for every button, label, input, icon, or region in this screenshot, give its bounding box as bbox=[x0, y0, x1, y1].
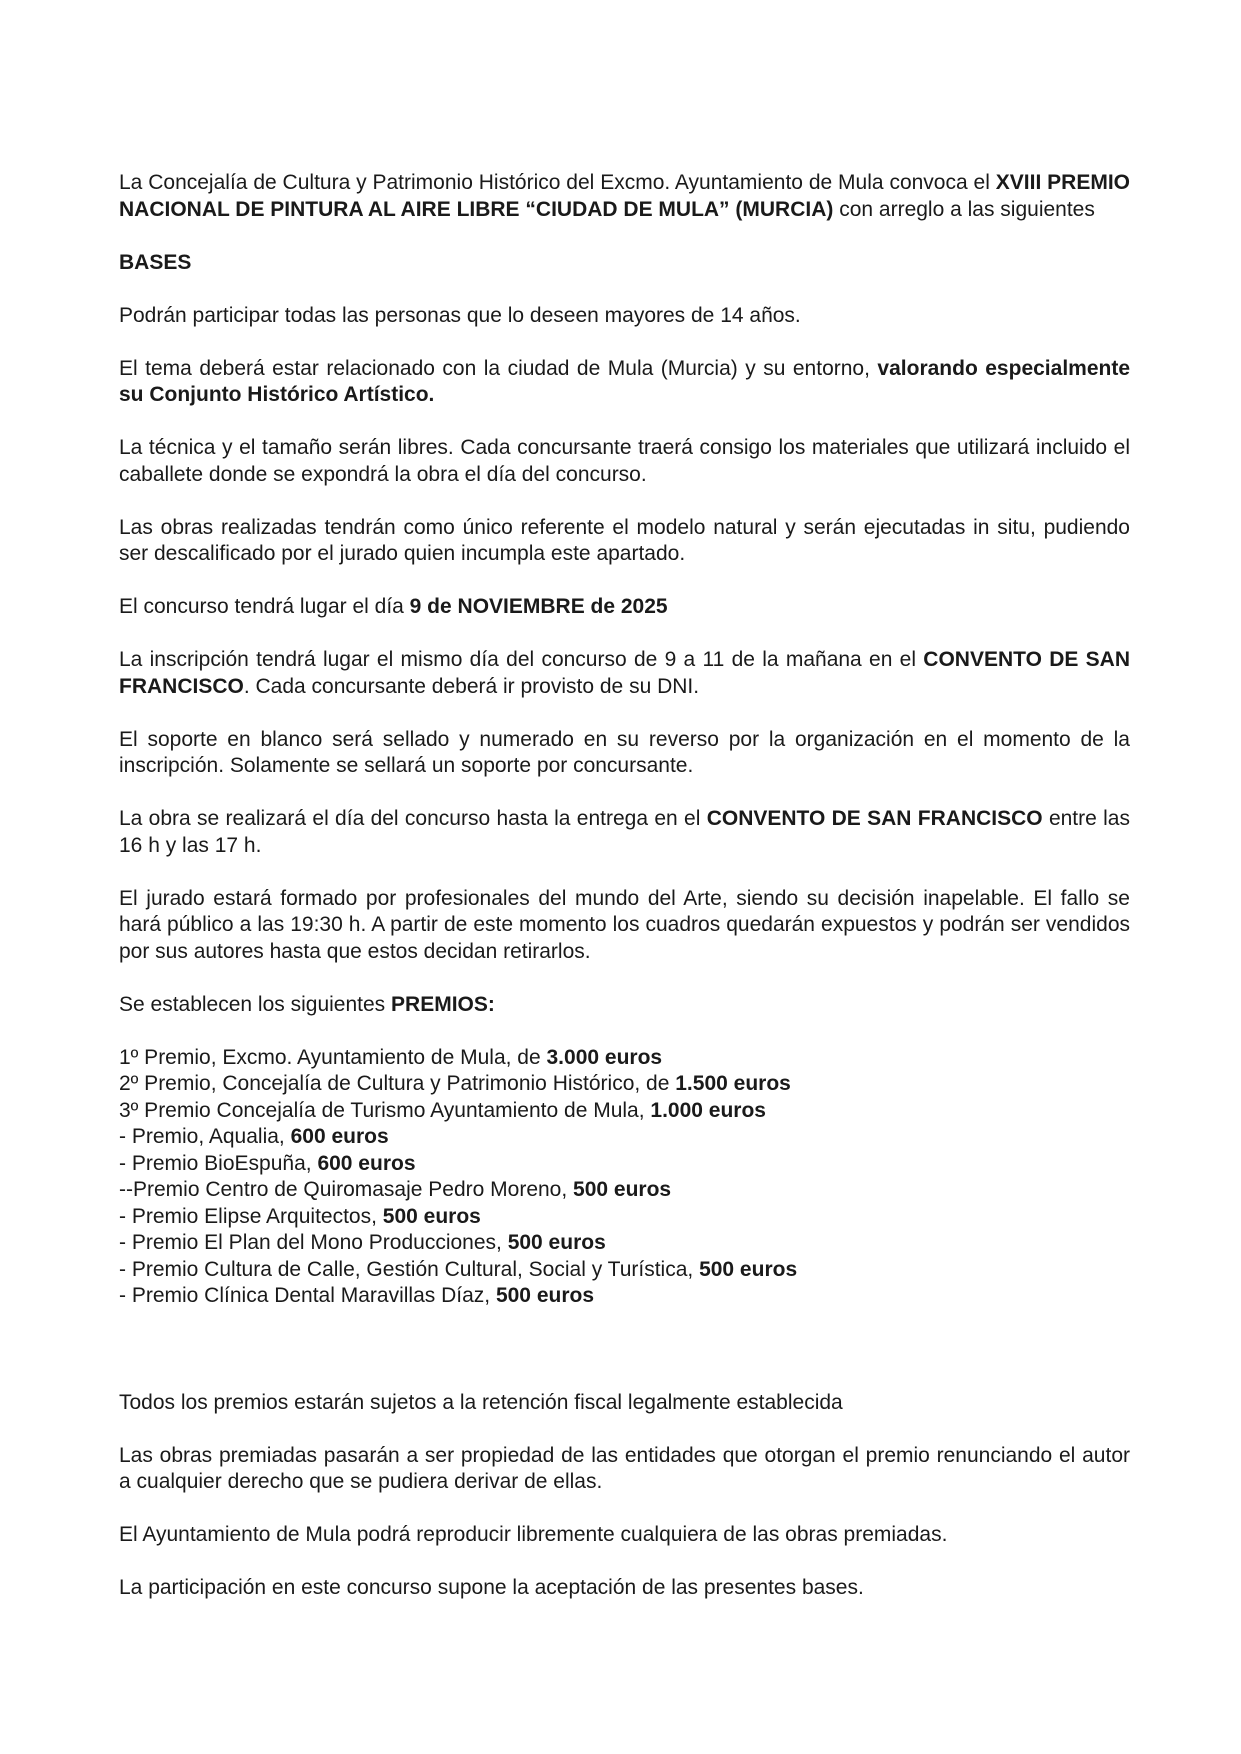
rule-in-situ: Las obras realizadas tendrán como único referente el modelo natural y serán ejecutadas in situ, pudiendo ser descalificado por el jurado quien incumpla este apartado. bbox=[119, 515, 1130, 565]
rule-technique: La técnica y el tamaño serán libres. Cada concursante traerá consigo los materiales que utilizará incluido el caballete donde se expondrá la obra el día del concurso. bbox=[119, 436, 1130, 486]
prize-item: - Premio, Aqualia, 600 euros bbox=[119, 1125, 389, 1148]
prize-item: - Premio BioEspuña, 600 euros bbox=[119, 1151, 416, 1175]
prize-item: 2º Premio, Concejalía de Cultura y Patrimonio Histórico, de 1.500 euros bbox=[119, 1072, 791, 1095]
prize-item: - Premio Cultura de Calle, Gestión Cultural, Social y Turística, 500 euros bbox=[119, 1257, 798, 1281]
prizes-intro: Se establecen los siguientes PREMIOS: bbox=[119, 992, 495, 1016]
prize-item: 1º Premio, Excmo. Ayuntamiento de Mula, de 3.000 euros bbox=[119, 1045, 663, 1069]
rule-registration: La inscripción tendrá lugar el mismo día del concurso de 9 a 11 de la mañana en el CONVENTO DE SAN FRANCISCO. Cada concursante deberá ir provisto de su DNI. bbox=[119, 648, 1130, 698]
prize-item: 3º Premio Concejalía de Turismo Ayuntamiento de Mula, 1.000 euros bbox=[119, 1098, 766, 1122]
rule-date: El concurso tendrá lugar el día 9 de NOVIEMBRE de 2025 bbox=[119, 595, 668, 618]
intro-paragraph: La Concejalía de Cultura y Patrimonio Histórico del Excmo. Ayuntamiento de Mula convoca el XVIII PREMIO NACIONAL DE PINTURA AL AIRE LIBRE “CIUDAD DE MULA” (MURCIA) con arreglo a las siguientes bbox=[119, 171, 1130, 221]
rule-participants: Podrán participar todas las personas que lo deseen mayores de 14 años. bbox=[119, 303, 801, 327]
rule-support: El soporte en blanco será sellado y numerado en su reverso por la organización en el momento de la inscripción. Solamente se sellará un soporte por concursante. bbox=[119, 727, 1130, 777]
document-page bbox=[119, 170, 1130, 1628]
rule-acceptance: La participación en este concurso supone la aceptación de las presentes bases. bbox=[119, 1576, 864, 1599]
rule-theme: El tema deberá estar relacionado con la ciudad de Mula (Murcia) y su entorno, valorando especialmente su Conjunto Histórico Artístico. bbox=[119, 356, 1131, 406]
contest-title: XVIII PREMIO NACIONAL DE PINTURA AL AIRE LIBRE “CIUDAD DE MULA” (MURCIA) bbox=[119, 171, 1130, 221]
prize-item: - Premio Clínica Dental Maravillas Díaz, 500 euros bbox=[119, 1284, 595, 1307]
rule-tax: Todos los premios estarán sujetos a la retención fiscal legalmente establecida bbox=[119, 1390, 843, 1414]
rule-delivery: La obra se realizará el día del concurso hasta la entrega en el CONVENTO DE SAN FRANCISCO entre las 16 h y las 17 h. bbox=[119, 807, 1130, 857]
prize-item: --Premio Centro de Quiromasaje Pedro Moreno, 500 euros bbox=[119, 1178, 672, 1201]
prize-item: - Premio El Plan del Mono Producciones, 500 euros bbox=[119, 1231, 606, 1254]
rule-jury: El jurado estará formado por profesionales del mundo del Arte, siendo su decisión inapelable. El fallo se hará público a las 19:30 h. A partir de este momento los cuadros quedarán expuestos y podrán ser vendidos por sus autores hasta que estos decidan retirarlos. bbox=[119, 886, 1130, 963]
bases-heading: BASES bbox=[119, 250, 192, 274]
prize-item: - Premio Elipse Arquitectos, 500 euros bbox=[119, 1204, 481, 1228]
rule-ownership: Las obras premiadas pasarán a ser propiedad de las entidades que otorgan el premio renunciando el autor a cualquier derecho que se pudiera derivar de ellas. bbox=[119, 1443, 1130, 1493]
rule-reproduction: El Ayuntamiento de Mula podrá reproducir libremente cualquiera de las obras premiadas. bbox=[119, 1523, 948, 1546]
prizes-list bbox=[119, 1045, 1130, 1310]
